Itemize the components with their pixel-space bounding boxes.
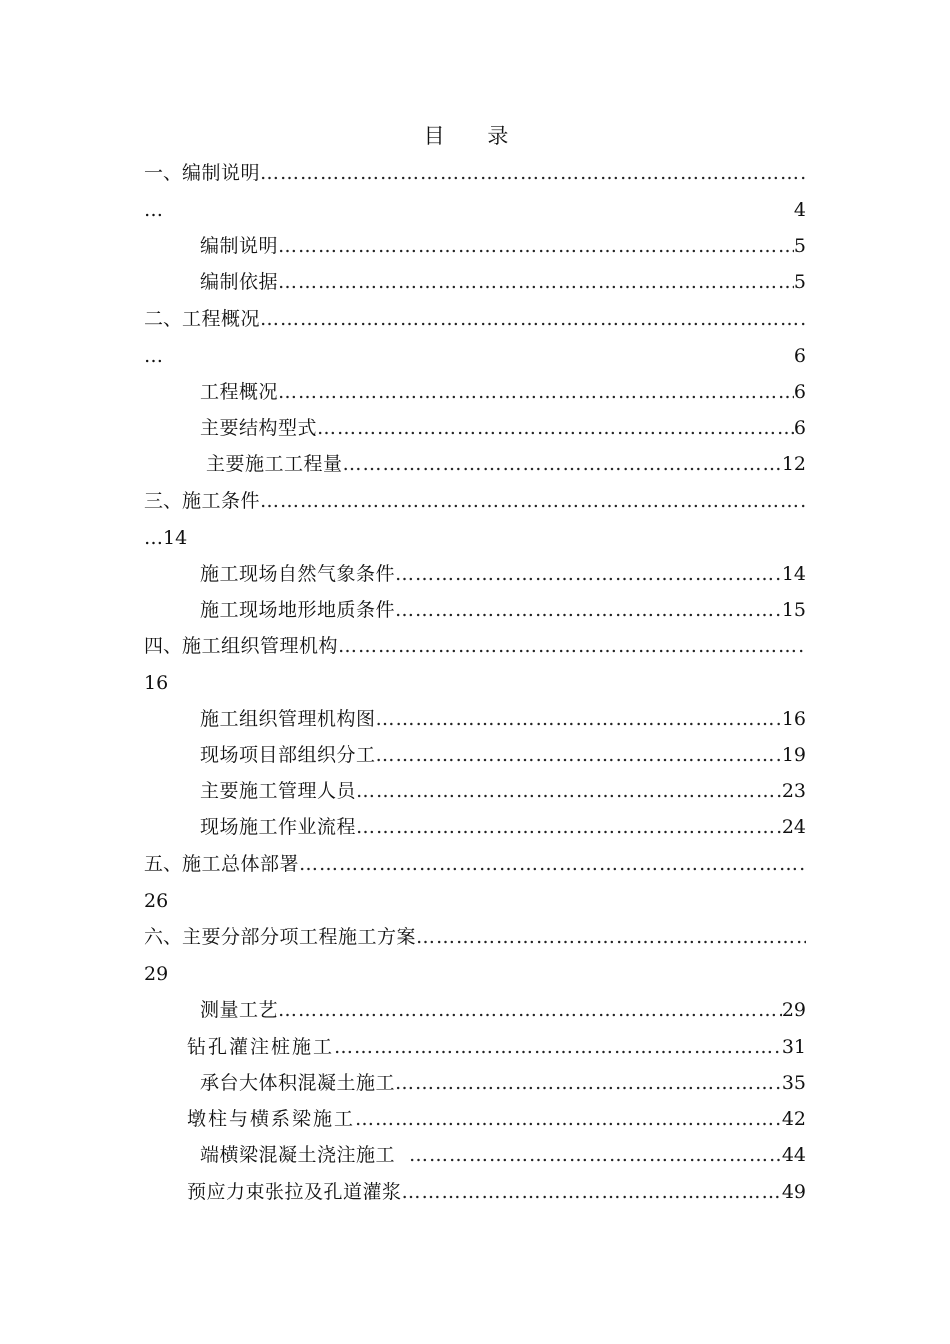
toc-section-5[interactable] <box>144 849 806 879</box>
toc-entry-3b[interactable] <box>200 595 806 625</box>
section-number: 二、 <box>144 308 183 330</box>
toc-entry-4a[interactable] <box>200 704 806 734</box>
dot-leader <box>402 1177 782 1207</box>
page-number: 6 <box>793 417 806 439</box>
entry-label: 主要结构型式 <box>200 417 318 439</box>
entry-label: 端横梁混凝土浇注施工 <box>200 1144 396 1166</box>
entry-label: 预应力束张拉及孔道灌浆 <box>187 1181 402 1203</box>
entry-label: 编制说明 <box>200 235 279 257</box>
dot-leader <box>260 304 806 334</box>
toc-section-1[interactable] <box>144 158 806 188</box>
dot-leader <box>299 849 806 879</box>
dot-leader <box>355 1104 782 1134</box>
leader-continuation: … <box>144 199 163 221</box>
entry-label: 施工组织管理机构图 <box>200 708 376 730</box>
toc-section-4[interactable] <box>144 631 806 661</box>
page-number: 6 <box>793 381 806 403</box>
entry-label: 主要施工工程量 <box>206 453 343 475</box>
entry-label: 测量工艺 <box>200 999 279 1021</box>
toc-entry-3a[interactable] <box>200 559 806 589</box>
dot-leader <box>278 267 794 297</box>
toc-section-6-continuation <box>144 959 806 989</box>
toc-entry-4d[interactable] <box>200 812 806 842</box>
toc-entry-4c[interactable] <box>200 776 806 806</box>
entry-label: 施工现场地形地质条件 <box>200 599 396 621</box>
page-number: 14 <box>781 563 806 585</box>
toc-entry-6c[interactable] <box>200 1068 806 1098</box>
entry-label: 施工现场自然气象条件 <box>200 563 396 585</box>
entry-label: 现场项目部组织分工 <box>200 744 376 766</box>
section-number: 六、 <box>144 926 183 948</box>
toc-section-1-continuation <box>144 195 806 225</box>
toc-entry-1b[interactable] <box>200 267 806 297</box>
dot-leader <box>260 486 806 516</box>
section-number: 三、 <box>144 490 183 512</box>
toc-title: 目 录 <box>423 124 527 148</box>
dot-leader <box>395 595 782 625</box>
dot-leader <box>338 631 806 661</box>
dot-leader <box>278 377 794 407</box>
dot-leader <box>395 559 782 589</box>
page-number: 24 <box>781 816 806 838</box>
dot-leader <box>343 449 782 479</box>
toc-entry-2a[interactable] <box>200 377 806 407</box>
page-number: 4 <box>793 199 806 221</box>
page-number: 44 <box>781 1144 806 1166</box>
dot-leader <box>278 995 782 1025</box>
page-number: 35 <box>781 1072 806 1094</box>
section-label: 施工组织管理机构 <box>182 635 339 657</box>
page-number: 23 <box>781 780 806 802</box>
dot-leader <box>376 704 782 734</box>
dot-leader <box>395 1068 782 1098</box>
toc-entry-2b[interactable] <box>200 413 806 443</box>
entry-label: 主要施工管理人员 <box>200 780 357 802</box>
page-number: 15 <box>781 599 806 621</box>
toc-section-2-continuation <box>144 341 806 371</box>
page-number: 16 <box>144 672 169 694</box>
dot-leader <box>356 812 782 842</box>
entry-label: 钻孔灌注桩施工 <box>187 1036 335 1058</box>
toc-entry-1a[interactable] <box>200 231 806 261</box>
dot-leader <box>278 231 794 261</box>
page-number: 6 <box>793 345 806 367</box>
section-label: 编制说明 <box>182 162 261 184</box>
page-number: 31 <box>781 1036 806 1058</box>
entry-label: 编制依据 <box>200 271 279 293</box>
toc-entry-4b[interactable] <box>200 740 806 770</box>
toc-section-4-continuation <box>144 668 806 698</box>
toc-entry-2c[interactable] <box>206 449 806 479</box>
entry-label: 工程概况 <box>200 381 279 403</box>
toc-entry-6d[interactable] <box>187 1104 806 1134</box>
section-label: 主要分部分项工程施工方案 <box>182 926 417 948</box>
leader-continuation: … <box>144 345 163 367</box>
toc-entry-6b[interactable] <box>187 1032 806 1062</box>
entry-label: 现场施工作业流程 <box>200 816 357 838</box>
entry-label: 墩柱与横系梁施工 <box>187 1108 356 1130</box>
page-number: 5 <box>793 235 806 257</box>
toc-section-5-continuation <box>144 886 806 916</box>
page-number: 42 <box>781 1108 806 1130</box>
section-number: 一、 <box>144 162 183 184</box>
dot-leader <box>334 1032 782 1062</box>
toc-section-2[interactable] <box>144 304 806 334</box>
toc-entry-6e[interactable] <box>200 1140 806 1170</box>
page-number: 49 <box>781 1181 806 1203</box>
section-number: 四、 <box>144 635 183 657</box>
entry-label: 承台大体积混凝土施工 <box>200 1072 396 1094</box>
section-label: 工程概况 <box>182 308 261 330</box>
section-label: 施工总体部署 <box>182 853 300 875</box>
dot-leader <box>356 776 782 806</box>
page-number: 29 <box>144 963 169 985</box>
page-number: 16 <box>781 708 806 730</box>
dot-leader <box>317 413 794 443</box>
dot-leader <box>260 158 806 188</box>
dot-leader <box>376 740 782 770</box>
dot-leader <box>409 1140 782 1170</box>
toc-entry-6a[interactable] <box>200 995 806 1025</box>
page-number: 26 <box>144 890 169 912</box>
section-number: 五、 <box>144 853 183 875</box>
toc-entry-6f[interactable] <box>187 1177 806 1207</box>
dot-leader <box>416 922 806 952</box>
page-number: 5 <box>793 271 806 293</box>
page-number: 29 <box>781 999 806 1021</box>
page-number: 12 <box>781 453 806 475</box>
toc-section-3[interactable] <box>144 486 806 516</box>
section-label: 施工条件 <box>182 490 261 512</box>
page-number: 19 <box>781 744 806 766</box>
toc-section-6[interactable] <box>144 922 806 952</box>
toc-section-3-continuation <box>144 523 806 553</box>
leader-continuation: …14 <box>144 527 188 549</box>
